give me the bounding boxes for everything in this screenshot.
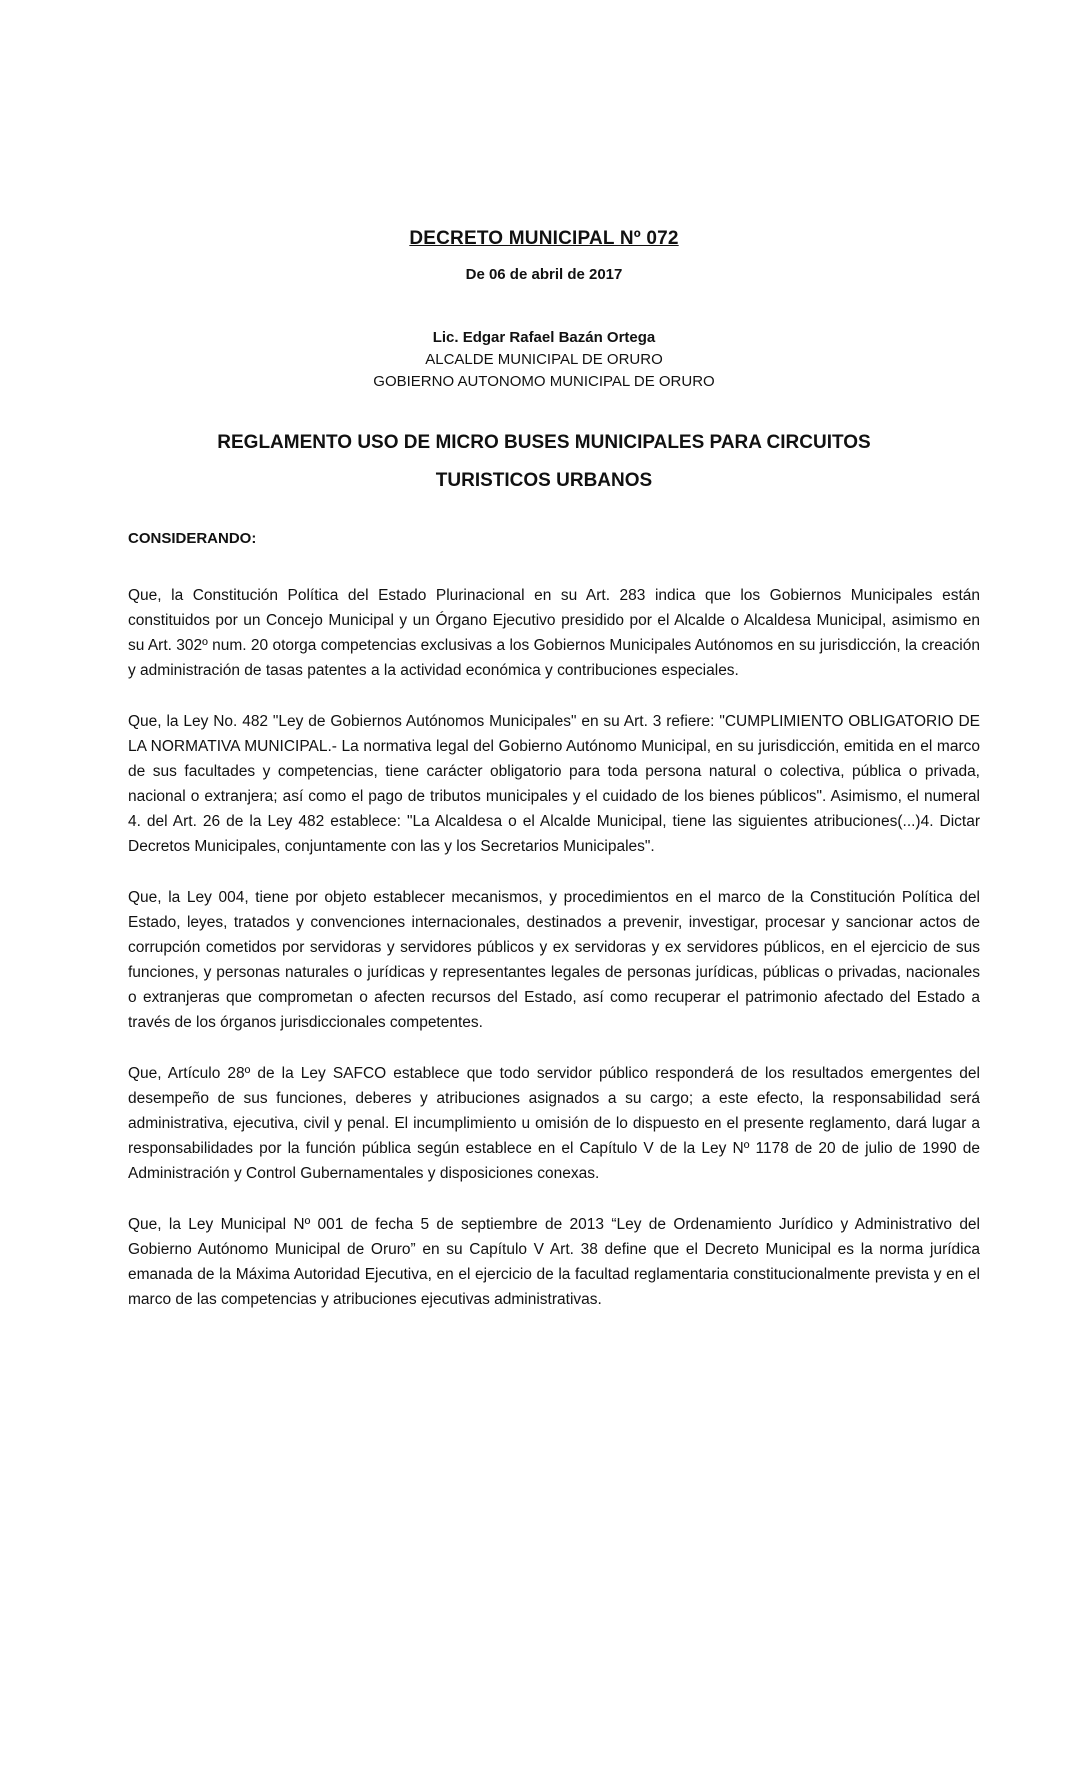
document-body: [128, 583, 980, 1338]
decree-date: De 06 de abril de 2017: [465, 266, 623, 283]
signatory-institution: GOBIERNO AUTONOMO MUNICIPAL DE ORURO: [373, 373, 715, 390]
subject-line-1: REGLAMENTO USO DE MICRO BUSES MUNICIPALES PARA CIRCUITOS: [217, 432, 871, 453]
paragraph: Que, Artículo 28º de la Ley SAFCO establece que todo servidor público responderá de los resultados emergentes del desempeño de sus funciones, deberes y atribuciones asignados a su cargo; a este efecto, la responsabilidad será administrativa, ejecutiva, civil y penal. El incumplimiento u omisión de lo dispuesto en el presente reglamento, dará lugar a responsabilidades por la función pública según establece en el Capítulo V de la Ley Nº 1178 de 20 de julio de 1990 de Administración y Control Gubernamentales y disposiciones conexas.: [128, 1065, 980, 1182]
decree-title: DECRETO MUNICIPAL Nº 072: [409, 228, 679, 249]
signatory-name: Lic. Edgar Rafael Bazán Ortega: [432, 329, 656, 346]
paragraph: Que, la Constitución Política del Estado Plurinacional en su Art. 283 indica que los Gobiernos Municipales están constituidos por un Concejo Municipal y un Órgano Ejecutivo presidido por el Alcalde o Alcaldesa Municipal, asimismo en su Art. 302º num. 20 otorga competencias exclusivas a los Gobiernos Municipales Autónomos en su jurisdicción, la creación y administración de tasas patentes a la actividad económica y contribuciones especiales.: [128, 587, 980, 679]
signatory-role: ALCALDE MUNICIPAL DE ORURO: [425, 351, 663, 368]
paragraph: Que, la Ley Municipal Nº 001 de fecha 5 de septiembre de 2013 “Ley de Ordenamiento Jurídico y Administrativo del Gobierno Autónomo Municipal de Oruro” en su Capítulo V Art. 38 define que el Decreto Municipal es la norma jurídica emanada de la Máxima Autoridad Ejecutiva, en el ejercicio de la facultad reglamentaria constitucionalmente prevista y en el marco de las competencias y atribuciones ejecutivas administrativas.: [128, 1216, 980, 1308]
paragraph: Que, la Ley 004, tiene por objeto establecer mecanismos, y procedimientos en el marco de la Constitución Política del Estado, leyes, tratados y convenciones internacionales, destinados a prevenir, investigar, procesar y sancionar actos de corrupción cometidos por servidoras y servidores públicos y ex servidoras y ex servidores públicos, en el ejercicio de sus funciones, y personas naturales o jurídicas y representantes legales de personas jurídicas, públicas o privadas, nacionales o extranjeras que comprometan o afecten recursos del Estado, así como recuperar el patrimonio afectado del Estado a través de los órganos jurisdiccionales competentes.: [128, 889, 980, 1031]
regulation-subject: [150, 424, 938, 500]
section-heading: CONSIDERANDO:: [128, 530, 257, 547]
paragraph: Que, la Ley No. 482 "Ley de Gobiernos Autónomos Municipales" en su Art. 3 refiere: "CUMPLIMIENTO OBLIGATORIO DE LA NORMATIVA MUNICIPAL.- La normativa legal del Gobierno Autónomo Municipal, en su jurisdicción, emitida en el marco de sus facultades y competencias, tiene carácter obligatorio para toda persona natural o colectiva, pública o privada, nacional o extranjera; así como el pago de tributos municipales y el cuidado de los bienes públicos". Asimismo, el numeral 4. del Art. 26 de la Ley 482 establece: "La Alcaldesa o el Alcalde Municipal, tiene las siguientes atribuciones(...)4. Dictar Decretos Municipales, conjuntamente con las y los Secretarios Municipales".: [128, 713, 980, 855]
subject-line-2: TURISTICOS URBANOS: [435, 470, 653, 491]
signatory-block: [0, 327, 1088, 393]
